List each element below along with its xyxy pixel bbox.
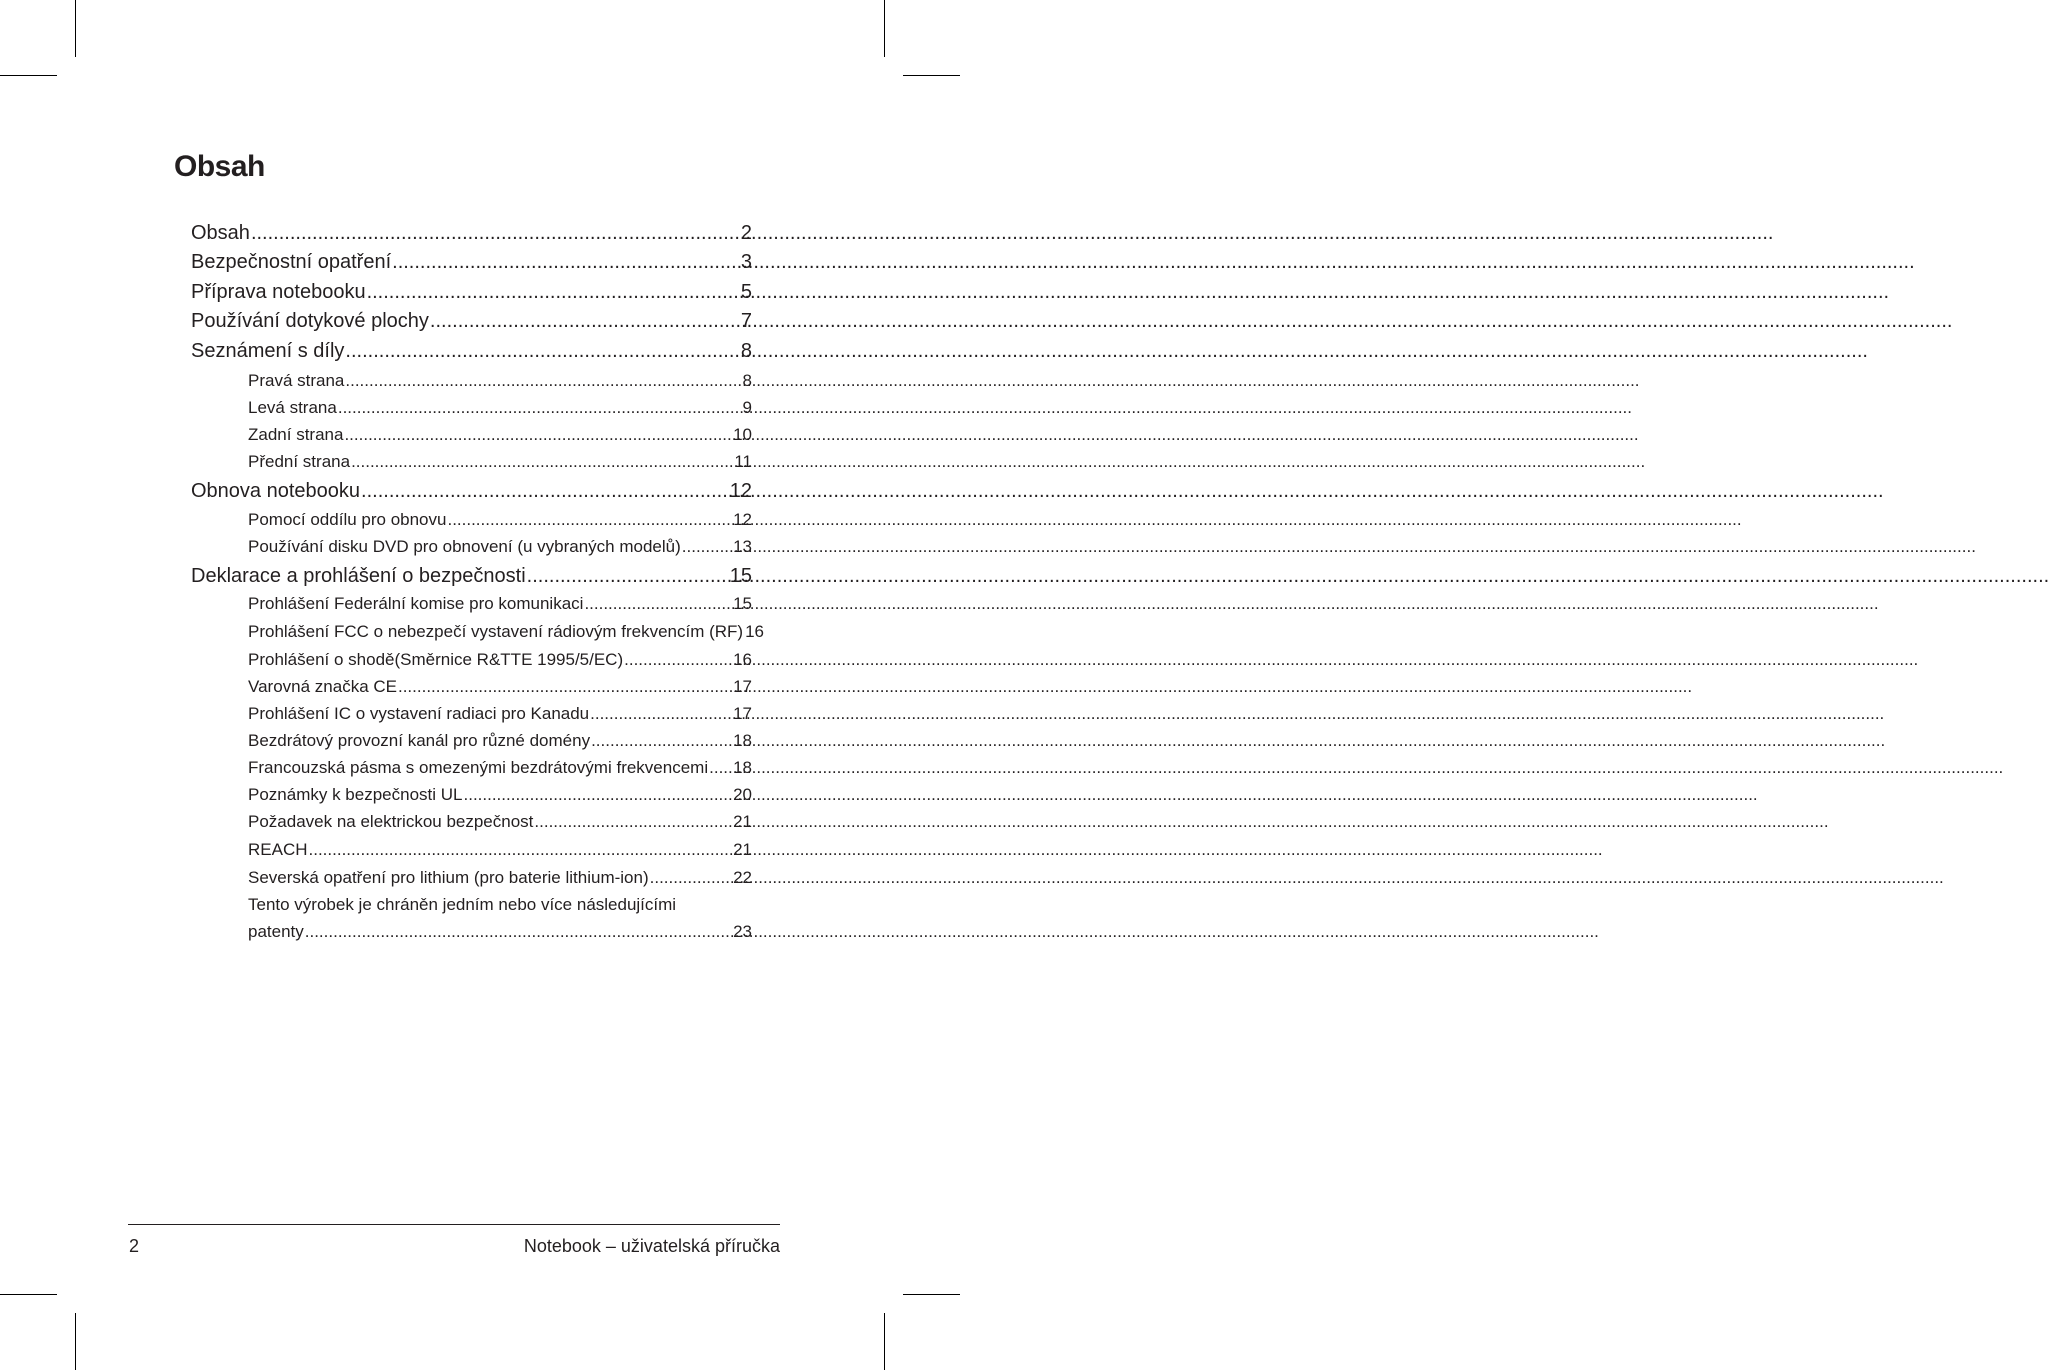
toc-entry-page: 11 — [734, 452, 752, 471]
toc-dot-leader — [624, 648, 732, 672]
toc-entry-page: 9 — [742, 398, 752, 417]
crop-mark — [0, 75, 57, 76]
toc-entry-page: 8 — [742, 371, 752, 390]
toc-entry-page: 10 — [733, 425, 752, 444]
toc-entry-title: Obnova notebooku — [191, 480, 361, 502]
toc-entry-title: Obsah — [191, 222, 250, 244]
toc-entry[interactable] — [191, 308, 752, 334]
toc-entry[interactable] — [248, 423, 752, 447]
toc-dot-leader — [534, 810, 732, 834]
page-title: Obsah — [174, 150, 265, 183]
toc-dot-leader — [338, 396, 742, 420]
toc-entry-title: Přední strana — [248, 452, 351, 471]
toc-dot-leader — [398, 675, 732, 699]
toc-dot-leader — [591, 729, 732, 753]
toc-dot-leader — [361, 478, 729, 504]
toc-entry-page: 16 — [745, 622, 764, 641]
toc-entry-title: Deklarace a prohlášení o bezpečnosti — [191, 565, 526, 587]
toc-entry-title: Poznámky k bezpečnosti UL — [248, 785, 463, 804]
toc-entry-title: Pravá strana — [248, 371, 345, 390]
toc-dot-leader — [430, 308, 740, 334]
toc-entry-page: 12 — [729, 480, 752, 502]
toc-dot-leader — [309, 838, 733, 862]
toc-entry-page: 21 — [733, 812, 752, 831]
toc-entry[interactable] — [248, 810, 752, 834]
crop-mark — [903, 75, 960, 76]
toc-entry[interactable] — [191, 249, 752, 275]
toc-entry-page: 15 — [733, 594, 752, 613]
toc-entry[interactable] — [248, 866, 752, 890]
toc-entry[interactable] — [191, 279, 752, 305]
toc-entry-title: Bezpečnostní opatření — [191, 251, 392, 273]
toc-entry-page: 16 — [733, 650, 752, 669]
toc-entry-page: 15 — [729, 565, 752, 587]
toc-dot-leader — [345, 338, 739, 364]
toc-entry-page: 23 — [733, 922, 752, 941]
crop-mark — [75, 0, 76, 57]
toc-entry-title: Seznámení s díly — [191, 340, 345, 362]
toc-entry-title: Prohlášení IC o vystavení radiaci pro Kanadu — [248, 704, 590, 723]
toc-entry[interactable] — [248, 369, 752, 393]
toc-entry[interactable] — [191, 563, 752, 589]
toc-dot-leader — [367, 279, 740, 305]
toc-entry-page: 17 — [733, 704, 752, 723]
toc-entry-title: Prohlášení FCC o nebezpečí vystavení rádiovým frekvencím (RF) — [248, 622, 744, 641]
toc-dot-leader — [584, 592, 732, 616]
toc-entry-title: Francouzská pásma s omezenými bezdrátovými frekvencemi — [248, 758, 709, 777]
toc-entry-title: Severská opatření pro lithium (pro baterie lithium-ion) — [248, 868, 649, 887]
toc-entry-page: 8 — [740, 340, 752, 362]
toc-entry[interactable] — [248, 838, 752, 862]
toc-entry[interactable] — [191, 338, 752, 364]
toc-entry[interactable] — [248, 648, 752, 672]
toc-entry-page: 12 — [733, 510, 752, 529]
toc-entry[interactable] — [248, 756, 752, 780]
toc-dot-leader — [709, 756, 732, 780]
toc-entry[interactable] — [248, 920, 752, 944]
toc-entry[interactable] — [191, 478, 752, 504]
toc-entry[interactable] — [248, 450, 752, 474]
footer-page-number: 2 — [129, 1236, 140, 1256]
toc-entry-title: Varovná značka CE — [248, 677, 397, 696]
toc-entry-page: 20 — [733, 785, 752, 804]
toc-entry[interactable] — [248, 702, 752, 726]
toc-dot-leader — [351, 450, 733, 474]
crop-mark — [884, 1313, 885, 1370]
toc-dot-leader — [305, 920, 732, 944]
toc-dot-leader — [650, 866, 732, 890]
crop-mark — [75, 1313, 76, 1370]
toc-dot-leader — [447, 508, 732, 532]
footer-divider — [128, 1224, 780, 1225]
toc-entry-title: patenty — [248, 922, 304, 941]
toc-entry-page: 2 — [740, 222, 752, 244]
toc-dot-leader — [464, 783, 733, 807]
toc-entry[interactable] — [248, 620, 764, 644]
toc-entry-title: Bezdrátový provozní kanál pro různé domény — [248, 731, 591, 750]
toc-entry-page: 5 — [740, 281, 752, 303]
toc-entry-page: 18 — [733, 731, 752, 750]
toc-dot-leader — [682, 535, 732, 559]
toc-entry-title: Prohlášení Federální komise pro komunikaci — [248, 594, 584, 613]
toc-entry-page: 13 — [733, 537, 752, 556]
toc-dot-leader — [590, 702, 732, 726]
toc-dot-leader — [527, 563, 729, 589]
toc-entry-title: Příprava notebooku — [191, 281, 366, 303]
toc-entry-title: Zadní strana — [248, 425, 344, 444]
toc-entry-page: 3 — [740, 251, 752, 273]
crop-mark — [903, 1294, 960, 1295]
footer-doc-title: Notebook – uživatelská příručka — [523, 1236, 780, 1256]
toc-entry-title: Požadavek na elektrickou bezpečnost — [248, 812, 534, 831]
toc-entry-title: Pomocí oddílu pro obnovu — [248, 510, 447, 529]
toc-dot-leader — [251, 220, 740, 246]
toc-entry[interactable] — [248, 729, 752, 753]
crop-mark — [884, 0, 885, 57]
toc-dot-leader — [344, 423, 732, 447]
toc-entry-title: Používání dotykové plochy — [191, 310, 429, 332]
toc-entry[interactable] — [248, 396, 752, 420]
toc-entry[interactable] — [248, 893, 752, 917]
toc-entry[interactable] — [248, 592, 752, 616]
toc-entry[interactable] — [191, 220, 752, 246]
toc-entry-page: 17 — [733, 677, 752, 696]
toc-entry[interactable] — [248, 783, 752, 807]
toc-entry-page: 22 — [733, 868, 752, 887]
toc-entry[interactable] — [248, 535, 752, 559]
crop-mark — [0, 1294, 57, 1295]
toc-dot-leader — [345, 369, 741, 393]
toc-entry-title: REACH — [248, 840, 308, 859]
toc-entry-page: 21 — [733, 840, 752, 859]
toc-entry-title: Prohlášení o shodě(Směrnice R&TTE 1995/5/EC) — [248, 650, 624, 669]
toc-entry-title: Levá strana — [248, 398, 337, 417]
toc-dot-leader — [392, 249, 740, 275]
toc-entry-title: Používání disku DVD pro obnovení (u vybraných modelů) — [248, 537, 681, 556]
toc-entry-title: Tento výrobek je chráněn jedním nebo více následujícími — [248, 895, 677, 914]
toc-entry-page: 7 — [740, 310, 752, 332]
toc-entry[interactable] — [248, 675, 752, 699]
toc-entry[interactable] — [248, 508, 752, 532]
toc-entry-page: 18 — [733, 758, 752, 777]
